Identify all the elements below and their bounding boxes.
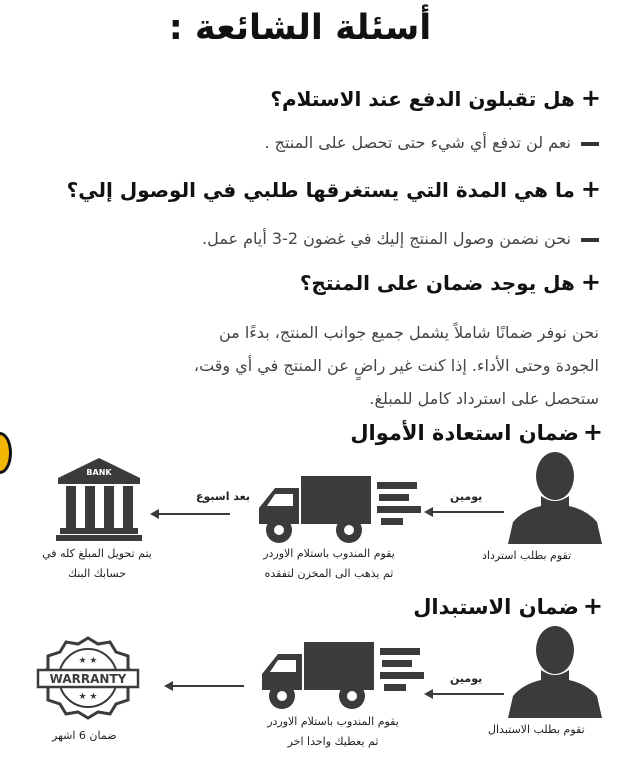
exchange-warranty-caption: ضمان 6 اشهر	[52, 729, 117, 742]
exchange-truck-caption: يقوم المندوب باستلام الاوردر ثم يعطيك واحدا اخر	[267, 715, 399, 748]
faq-answer-1: نعم لن تدفع أي شيء حتى تحصل على المنتج .	[264, 128, 599, 158]
warranty-badge-icon	[38, 636, 138, 720]
refund-person-caption: تقوم بطلب استرداد	[482, 549, 572, 562]
refund-truck-caption: يقوم المندوب باستلام الاوردر ثم يذهب الى المخزن لتفقده	[263, 547, 395, 580]
warranty-badge-text: WARRANTY	[49, 672, 127, 686]
refund-heading: +ضمان استعادة الأموال	[350, 418, 603, 446]
page-title: أسئلة الشائعة :	[168, 8, 432, 48]
arrow-left-icon	[424, 688, 504, 700]
person-icon	[505, 622, 605, 718]
edge-decoration	[0, 432, 12, 474]
plus-icon: +	[582, 418, 603, 446]
faq-question-3: +هل يوجد ضمان على المنتج؟	[299, 268, 601, 296]
arrow-left-icon	[424, 506, 504, 518]
dash-icon	[581, 238, 599, 242]
faq-question-2: +ما هي المدة التي يستغرقها طلبي في الوصول إلي؟	[66, 175, 601, 203]
exchange-heading: +ضمان الاستبدال	[413, 592, 603, 620]
delivery-truck-icon	[258, 640, 424, 714]
plus-icon: +	[580, 84, 601, 112]
arrow-left-icon	[164, 680, 244, 692]
plus-icon: +	[580, 175, 601, 203]
dash-icon	[581, 142, 599, 146]
refund-bank-caption: يتم تحويل المبلغ كله في حسابك البنك	[42, 547, 152, 580]
faq-answer-2: نحن نضمن وصول المنتج إليك في غضون 2-3 أيام عمل.	[202, 224, 599, 254]
arrow-left-icon	[150, 508, 230, 520]
bank-icon	[56, 456, 142, 542]
faq-answer-3: نحن نوفر ضمانًا شاملاً يشمل جميع جوانب المنتج، بدءًا من الجودة وحتى الأداء. إذا كنت غير راضٍ عن المنتج في أي وقت، ستحصل على استرداد كامل للمبلغ.	[193, 323, 599, 408]
person-icon	[505, 448, 605, 544]
delivery-truck-icon	[255, 474, 421, 548]
exchange-person-caption: تقوم بطلب الاستبدال	[488, 723, 585, 736]
plus-icon: +	[580, 268, 601, 296]
svg-text:★ ★: ★ ★	[78, 656, 98, 666]
exchange-arrow1-label: يومين	[450, 672, 483, 685]
plus-icon: +	[582, 592, 603, 620]
refund-arrow1-label: يومين	[450, 490, 483, 503]
svg-text:★ ★: ★ ★	[78, 692, 98, 702]
refund-arrow2-label: بعد اسبوع	[196, 490, 251, 503]
bank-sign-text: BANK	[86, 468, 112, 477]
faq-question-1: +هل تقبلون الدفع عند الاستلام؟	[270, 84, 601, 112]
